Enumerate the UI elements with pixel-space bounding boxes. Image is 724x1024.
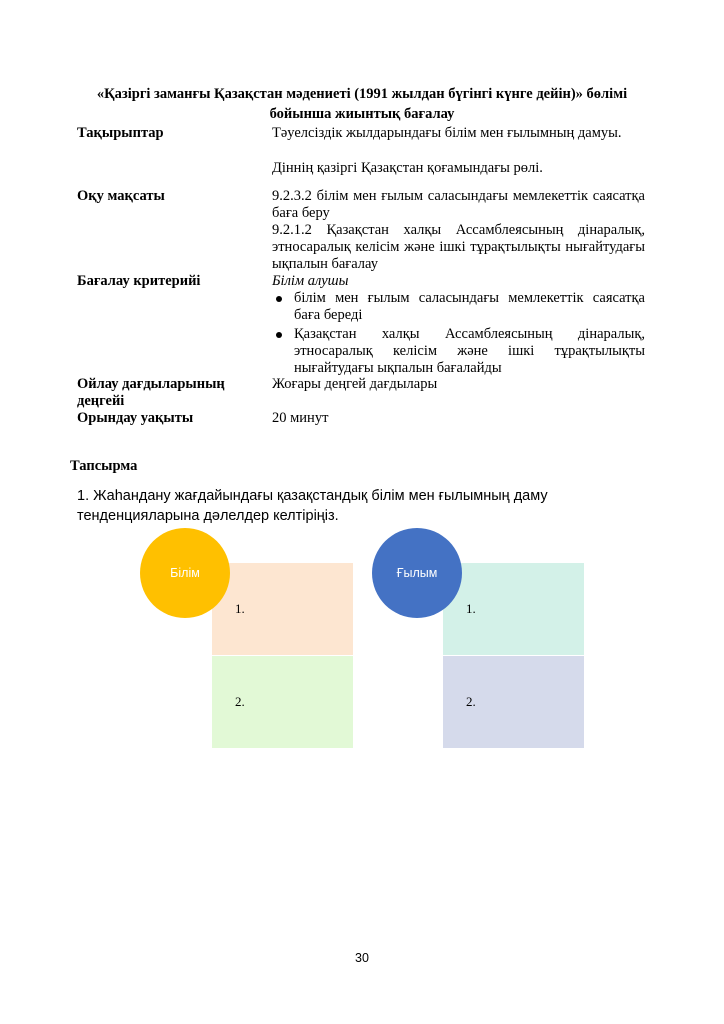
science-box-1 xyxy=(443,563,584,655)
box-number: 2. xyxy=(466,694,476,709)
thinking-value: Жоғары деңгей дағдылары xyxy=(272,376,438,392)
topic-2: Діннің қазіргі Қазақстан қоғамындағы рөлі. xyxy=(272,160,543,176)
box-number: 1. xyxy=(466,601,476,616)
science-circle-label: Ғылым xyxy=(396,566,438,580)
page-number: 30 xyxy=(355,951,369,965)
topics-label: Тақырыптар xyxy=(77,125,164,141)
education-box-1 xyxy=(212,563,353,655)
education-circle xyxy=(140,528,230,618)
topic-1: Тәуелсіздік жылдарындағы білім мен ғылымның дамуы. xyxy=(272,125,622,141)
objective-1: 9.2.3.2 білім мен ғылым саласындағы мемлекеттік саясатқа баға беру xyxy=(272,188,645,221)
criteria-intro: Білім алушы xyxy=(272,273,349,289)
task-text: 1. Жаһандану жағдайындағы қазақстандық білім мен ғылымның даму тенденцияларына дәлелдер келтіріңіз. xyxy=(77,488,548,524)
thinking-label: Ойлау дағдыларының деңгейі xyxy=(77,376,225,409)
box-number: 2. xyxy=(235,694,245,709)
page-title: «Қазіргі заманғы Қазақстан мәдениеті (1991 жылдан бүгінгі күнге дейін)» бөлімі бойынша жиынтық бағалау xyxy=(96,86,628,122)
task-heading: Тапсырма xyxy=(70,458,138,474)
criteria-item: Қазақстан халқы Ассамблеясының дінаралық, этносаралық келісім және ішкі тұрақтылықты нығайтудағы ықпалын бағалайды xyxy=(272,326,645,377)
criteria-label: Бағалау критерийі xyxy=(77,273,201,289)
criteria-value xyxy=(272,273,645,377)
objective-2: 9.2.1.2 Қазақстан халқы Ассамблеясының дінаралық, этносаралық келісім және ішкі тұрақтылықты нығайтудағы ықпалын бағалау xyxy=(272,222,645,272)
science-circle xyxy=(372,528,462,618)
education-circle-label: Білім xyxy=(170,566,200,580)
criteria-list xyxy=(272,290,645,377)
education-box-2 xyxy=(212,656,353,748)
science-box-2 xyxy=(443,656,584,748)
time-value: 20 минут xyxy=(272,410,329,426)
objectives-value xyxy=(272,188,645,273)
time-label: Орындау уақыты xyxy=(77,410,194,426)
objectives-label: Оқу мақсаты xyxy=(77,188,165,204)
box-number: 1. xyxy=(235,601,245,616)
topics-value xyxy=(272,125,645,177)
criteria-item: білім мен ғылым саласындағы мемлекеттік саясатқа баға береді xyxy=(272,290,645,324)
